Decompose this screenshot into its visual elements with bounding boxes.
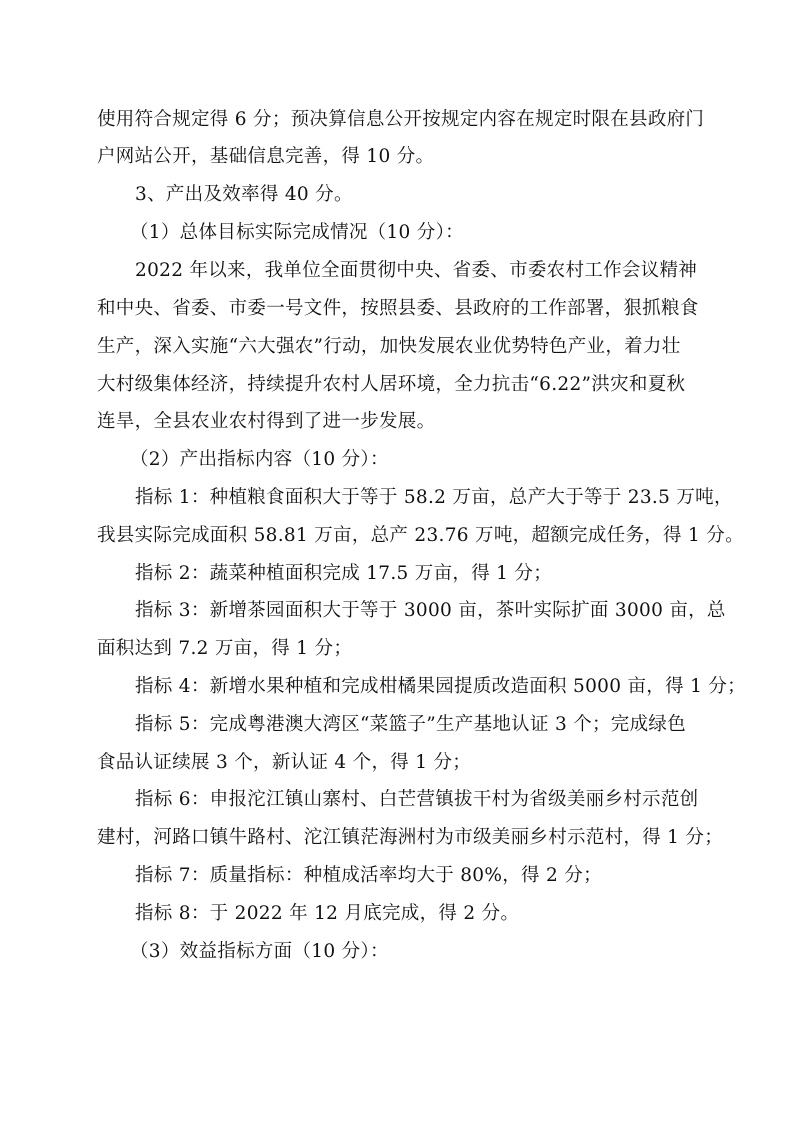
section-heading: 3、产出及效率得 40 分。 — [135, 184, 353, 205]
indicator-line: 建村，河路口镇牛路村、沱江镇茫海洲村为市级美丽乡村示范村，得 1 分； — [97, 827, 724, 848]
subsection-heading: （3）效益指标方面（10 分）： — [130, 941, 389, 962]
indicator-line: 指标 5：完成粤港澳大湾区“菜篮子”生产基地认证 3 个；完成绿色 — [135, 714, 686, 735]
subsection-heading: （2）产出指标内容（10 分）： — [130, 449, 389, 470]
indicator-line: 指标 7：质量指标：种植成活率均大于 80%，得 2 分； — [135, 865, 602, 886]
paragraph-line: 和中央、省委、市委一号文件，按照县委、县政府的工作部署，狠抓粮食 — [97, 298, 699, 319]
indicator-line: 我县实际完成面积 58.81 万亩，总产 23.76 万吨，超额完成任务，得 1 分。 — [97, 525, 744, 546]
paragraph-line: 2022 年以来，我单位全面贯彻中央、省委、市委农村工作会议精神 — [135, 260, 698, 281]
indicator-line: 指标 4：新增水果种植和完成柑橘果园提质改造面积 5000 亩，得 1 分； — [135, 676, 746, 697]
indicator-line: 指标 6：申报沱江镇山寨村、白芒营镇拔干村为省级美丽乡村示范创 — [135, 789, 699, 810]
indicator-line: 食品认证续展 3 个，新认证 4 个，得 1 分； — [97, 752, 472, 773]
indicator-line: 指标 3：新增茶园面积大于等于 3000 亩，茶叶实际扩面 3000 亩，总 — [135, 600, 726, 621]
indicator-line: 指标 2：蔬菜种植面积完成 17.5 万亩，得 1 分； — [135, 563, 553, 584]
paragraph-line: 户网站公开，基础信息完善，得 10 分。 — [97, 146, 435, 167]
indicator-line: 指标 8：于 2022 年 12 月底完成，得 2 分。 — [135, 903, 520, 924]
paragraph-line: 生产，深入实施“六大强农”行动，加快发展农业优势特色产业，着力壮 — [97, 336, 681, 357]
indicator-line: 指标 1：种植粮食面积大于等于 58.2 万亩，总产大于等于 23.5 万吨， — [135, 487, 733, 508]
indicator-line: 面积达到 7.2 万亩，得 1 分； — [97, 638, 353, 659]
paragraph-line: 连旱，全县农业农村得到了进一步发展。 — [97, 411, 436, 432]
subsection-heading: （1）总体目标实际完成情况（10 分）： — [130, 222, 464, 243]
paragraph-line: 使用符合规定得 6 分；预决算信息公开按规定内容在规定时限在县政府门 — [97, 109, 705, 130]
paragraph-line: 大村级集体经济，持续提升农村人居环境，全力抗击“6.22”洪灾和夏秋 — [97, 374, 686, 395]
